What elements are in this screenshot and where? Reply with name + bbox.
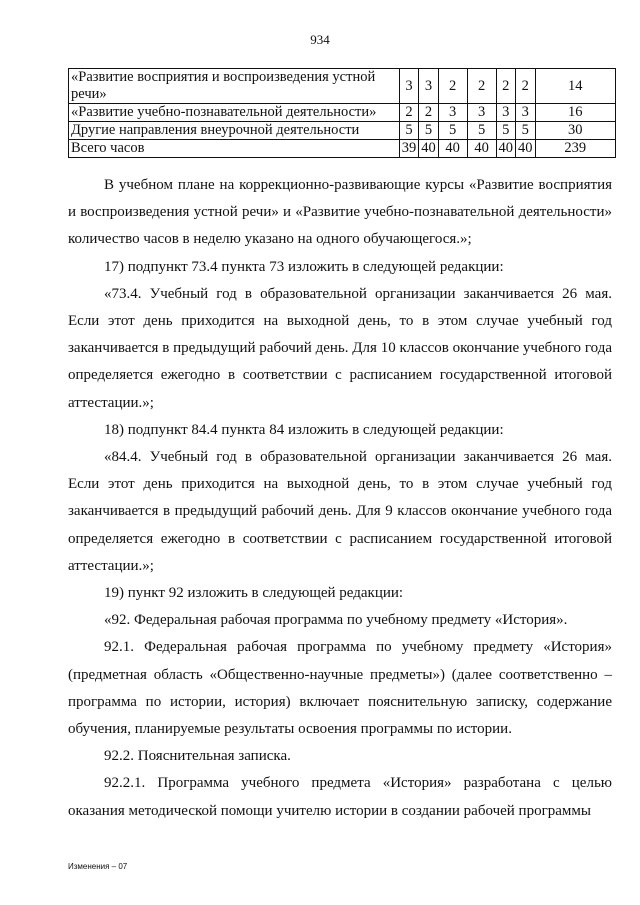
table-cell: 40	[438, 140, 467, 158]
table-cell: 14	[535, 69, 615, 104]
paragraph: 18) подпункт 84.4 пункта 84 изложить в следующей редакции:	[104, 421, 504, 438]
table-cell: 40	[496, 140, 516, 158]
table-row	[69, 140, 616, 158]
table-cell: 3	[467, 104, 496, 122]
table-cell: «Развитие учебно-познавательной деятельности»	[69, 104, 400, 122]
table-cell: 2	[399, 104, 419, 122]
table-cell: 5	[399, 122, 419, 140]
table-cell: 39	[399, 140, 419, 158]
table-row	[69, 104, 616, 122]
table-cell: 3	[399, 69, 419, 104]
hours-table	[68, 68, 616, 158]
table-cell: 3	[516, 104, 536, 122]
paragraph: 92.2.1. Программа учебного предмета «История» разработана с целью оказания методической помощи учителю истории в создании рабочей программы	[68, 775, 612, 819]
paragraph: «92. Федеральная рабочая программа по учебному предмету «История».	[104, 612, 568, 629]
paragraph: 92.2. Пояснительная записка.	[104, 748, 291, 765]
table-cell: Всего часов	[69, 140, 400, 158]
table-cell: 5	[496, 122, 516, 140]
table-cell: 30	[535, 122, 615, 140]
table-cell: 40	[516, 140, 536, 158]
table-cell: 16	[535, 104, 615, 122]
paragraph: 92.1. Федеральная рабочая программа по учебному предмету «История» (предметная область «Общественно-научные предметы») (далее соответственно – программа по истории, история) включает пояснительную записку, содержание обучения, планируемые результаты освоения программы по истории.	[68, 639, 612, 738]
table-cell: 2	[438, 69, 467, 104]
paragraph: 19) пункт 92 изложить в следующей редакции:	[104, 585, 404, 602]
table-cell: Другие направления внеурочной деятельности	[69, 122, 400, 140]
table-cell: 2	[419, 104, 439, 122]
table-cell: 239	[535, 140, 615, 158]
table-cell: 40	[467, 140, 496, 158]
footer-note: Изменения – 07	[68, 862, 128, 871]
page-number: 934	[310, 32, 330, 47]
paragraph: «84.4. Учебный год в образовательной организации заканчивается 26 мая. Если этот день приходится на выходной день, то в этом случае учебный год заканчивается в предыдущий рабочий день. Для 9 классов окончание учебного года определяется ежегодно в соответствии с расписанием государственной итоговой аттестации.»;	[68, 449, 612, 574]
table-cell: 5	[419, 122, 439, 140]
table-cell: 2	[467, 69, 496, 104]
table-cell: 5	[467, 122, 496, 140]
table-row	[69, 122, 616, 140]
table-cell: 40	[419, 140, 439, 158]
table-cell: 2	[496, 69, 516, 104]
table-cell: 3	[419, 69, 439, 104]
table-cell: 5	[516, 122, 536, 140]
document-body	[68, 172, 612, 825]
table-cell: 3	[496, 104, 516, 122]
table-cell: 5	[438, 122, 467, 140]
table-cell: «Развитие восприятия и воспроизведения устной речи»	[69, 69, 400, 104]
table-cell: 3	[438, 104, 467, 122]
paragraph: «73.4. Учебный год в образовательной организации заканчивается 26 мая. Если этот день приходится на выходной день, то в этом случае учебный год заканчивается в предыдущий рабочий день. Для 10 классов окончание учебного года определяется ежегодно в соответствии с расписанием государственной итоговой аттестации.»;	[68, 285, 612, 411]
table-cell: 2	[516, 69, 536, 104]
paragraph: В учебном плане на коррекционно-развивающие курсы «Развитие восприятия и воспроизведения устной речи» и «Развитие учебно-познавательной деятельности» количество часов в неделю указано на одного обучающегося.»;	[68, 177, 612, 248]
table-row	[69, 69, 616, 104]
paragraph: 17) подпункт 73.4 пункта 73 изложить в следующей редакции:	[104, 258, 504, 275]
